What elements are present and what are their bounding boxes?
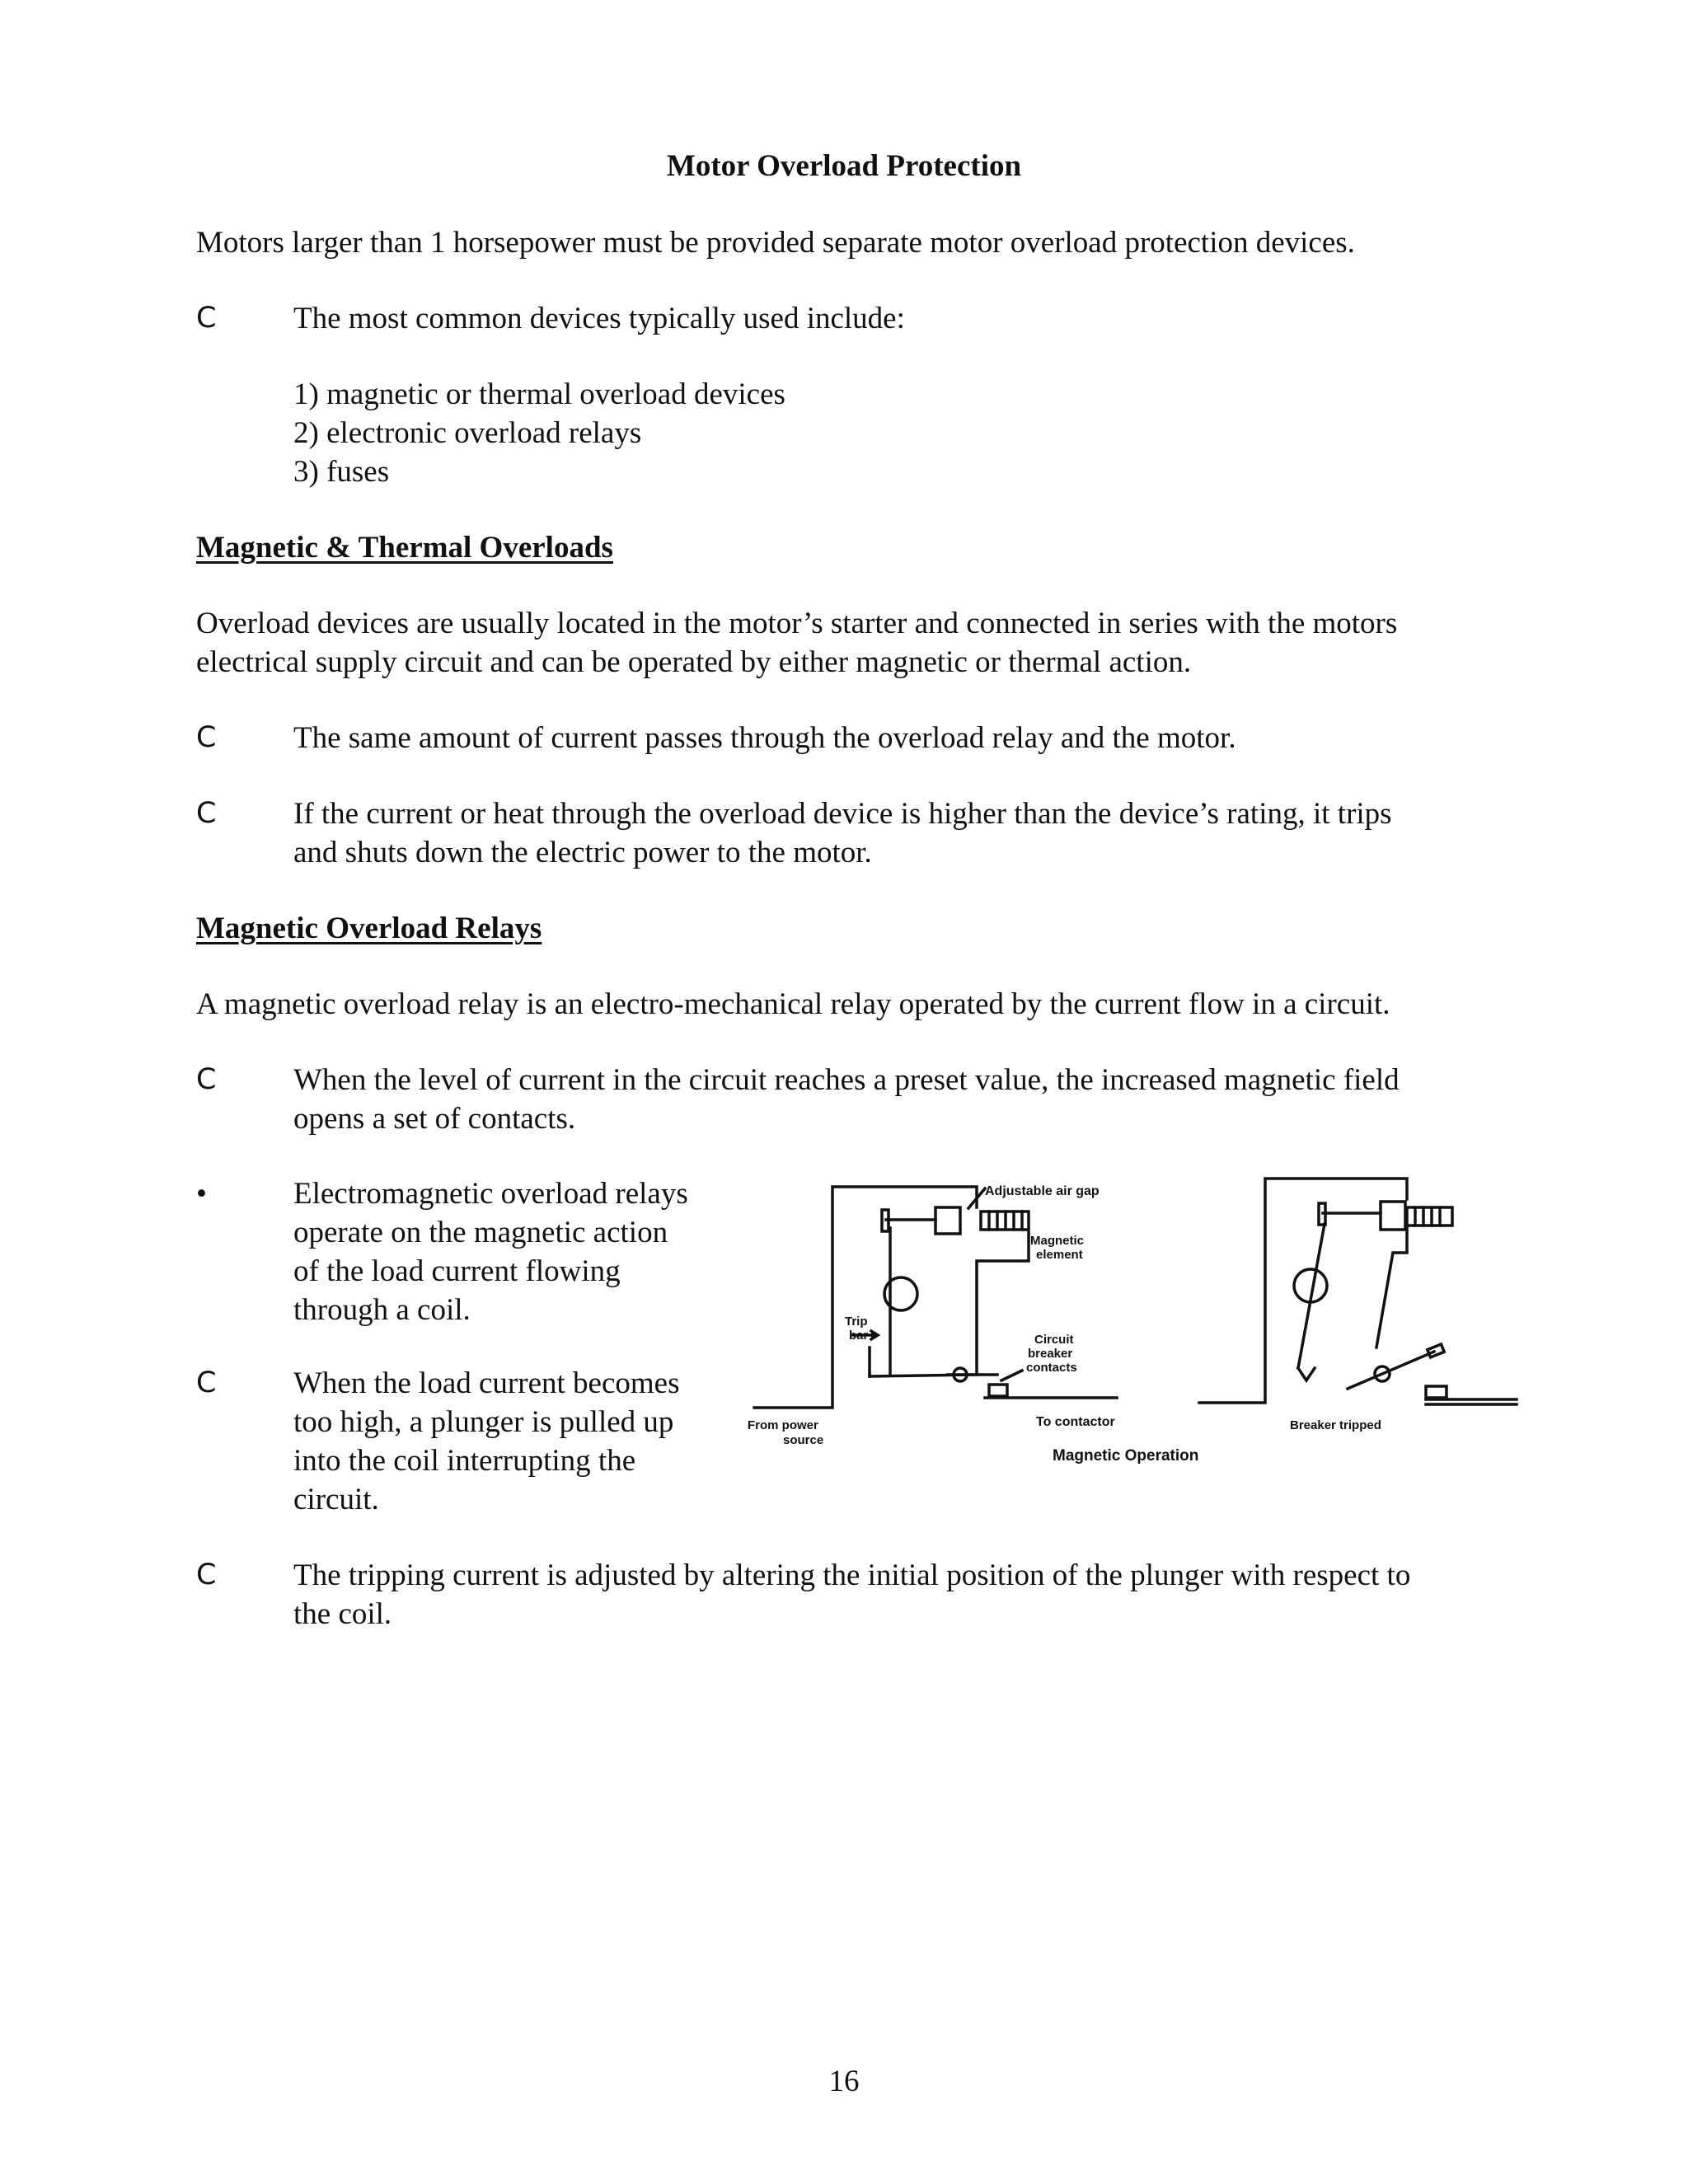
section-heading-magnetic: Magnetic Overload Relays: [196, 912, 542, 945]
section2-point-line: the coil.: [293, 1597, 392, 1631]
tripped-contact-block: [1426, 1386, 1447, 1398]
label-breaker-tripped: Breaker tripped: [1290, 1418, 1381, 1432]
tripped-contact-arm: [1348, 1352, 1434, 1389]
section2-paragraph: A magnetic overload relay is an electro-mechanical relay operated by the current flow in a circuit.: [196, 987, 1390, 1021]
circuit-breaker-arrow: [1001, 1371, 1022, 1380]
list-item: 3) fuses: [293, 455, 390, 489]
tripped-bar: [1298, 1224, 1325, 1368]
label-air-gap: Adjustable air gap: [985, 1184, 1100, 1198]
bullet-marker: C: [196, 721, 217, 754]
section2-point-line: circuit.: [293, 1483, 379, 1516]
label-breaker: breaker: [1028, 1347, 1073, 1361]
section2-point-line: Electromagnetic overload relays: [293, 1177, 688, 1211]
page-title: Motor Overload Protection: [666, 149, 1022, 183]
bullet-marker: C: [196, 1366, 217, 1399]
tripped-plunger-block: [1381, 1202, 1405, 1230]
label-element: element: [1036, 1248, 1083, 1262]
common-devices-lead: The most common devices typically used include:: [293, 302, 905, 335]
label-contacts: contacts: [1026, 1361, 1077, 1375]
section1-paragraph-line: electrical supply circuit and can be operated by either magnetic or thermal action.: [196, 645, 1192, 679]
label-to-contactor: To contactor: [1036, 1415, 1115, 1429]
section2-point-line: opens a set of contacts.: [293, 1102, 576, 1136]
bullet-marker: C: [196, 302, 217, 335]
label-source: source: [783, 1433, 824, 1447]
section1-point: The same amount of current passes through the overload relay and the motor.: [293, 721, 1236, 755]
section1-paragraph-line: Overload devices are usually located in the motor’s starter and connected in series with the motors: [196, 607, 1398, 640]
intro-paragraph: Motors larger than 1 horsepower must be provided separate motor overload protection devices.: [196, 226, 1355, 260]
list-item: 2) electronic overload relays: [293, 416, 642, 450]
label-magnetic: Magnetic: [1030, 1234, 1085, 1248]
section-heading-thermal: Magnetic & Thermal Overloads: [196, 531, 613, 565]
label-bar: bar: [849, 1329, 869, 1343]
contact-block: [989, 1385, 1007, 1396]
diagram-caption: Magnetic Operation: [1053, 1447, 1199, 1465]
list-item: 1) magnetic or thermal overload devices: [293, 377, 785, 411]
section2-point-line: The tripping current is adjusted by altering the initial position of the plunger with respect to: [293, 1558, 1411, 1592]
section2-point-line: operate on the magnetic action: [293, 1216, 668, 1249]
label-trip: Trip: [845, 1315, 868, 1329]
section1-point-line: If the current or heat through the overload device is higher than the device’s rating, it trips: [293, 797, 1392, 831]
plunger-block: [935, 1207, 960, 1234]
section2-point-line: into the coil interrupting the: [293, 1444, 636, 1478]
magnetic-operation-diagram: [738, 1162, 1529, 1483]
bullet-marker: C: [196, 1063, 217, 1096]
section2-point-line: When the load current becomes: [293, 1366, 680, 1400]
section2-point-line: too high, a plunger is pulled up: [293, 1405, 674, 1439]
bullet-marker: C: [196, 1558, 217, 1591]
label-from-power: From power: [748, 1418, 818, 1432]
magnetic-element-bracket: [977, 1232, 1029, 1375]
bullet-dot: •: [196, 1177, 207, 1211]
section2-point-line: of the load current flowing: [293, 1254, 621, 1288]
page-number: 16: [828, 2064, 860, 2098]
section2-point-line: When the level of current in the circuit reaches a preset value, the increased magnetic field: [293, 1063, 1400, 1097]
bullet-marker: C: [196, 797, 217, 830]
section2-point-line: through a coil.: [293, 1293, 471, 1327]
section1-point-line: and shuts down the electric power to the motor.: [293, 836, 872, 869]
label-circuit: Circuit: [1034, 1333, 1074, 1347]
